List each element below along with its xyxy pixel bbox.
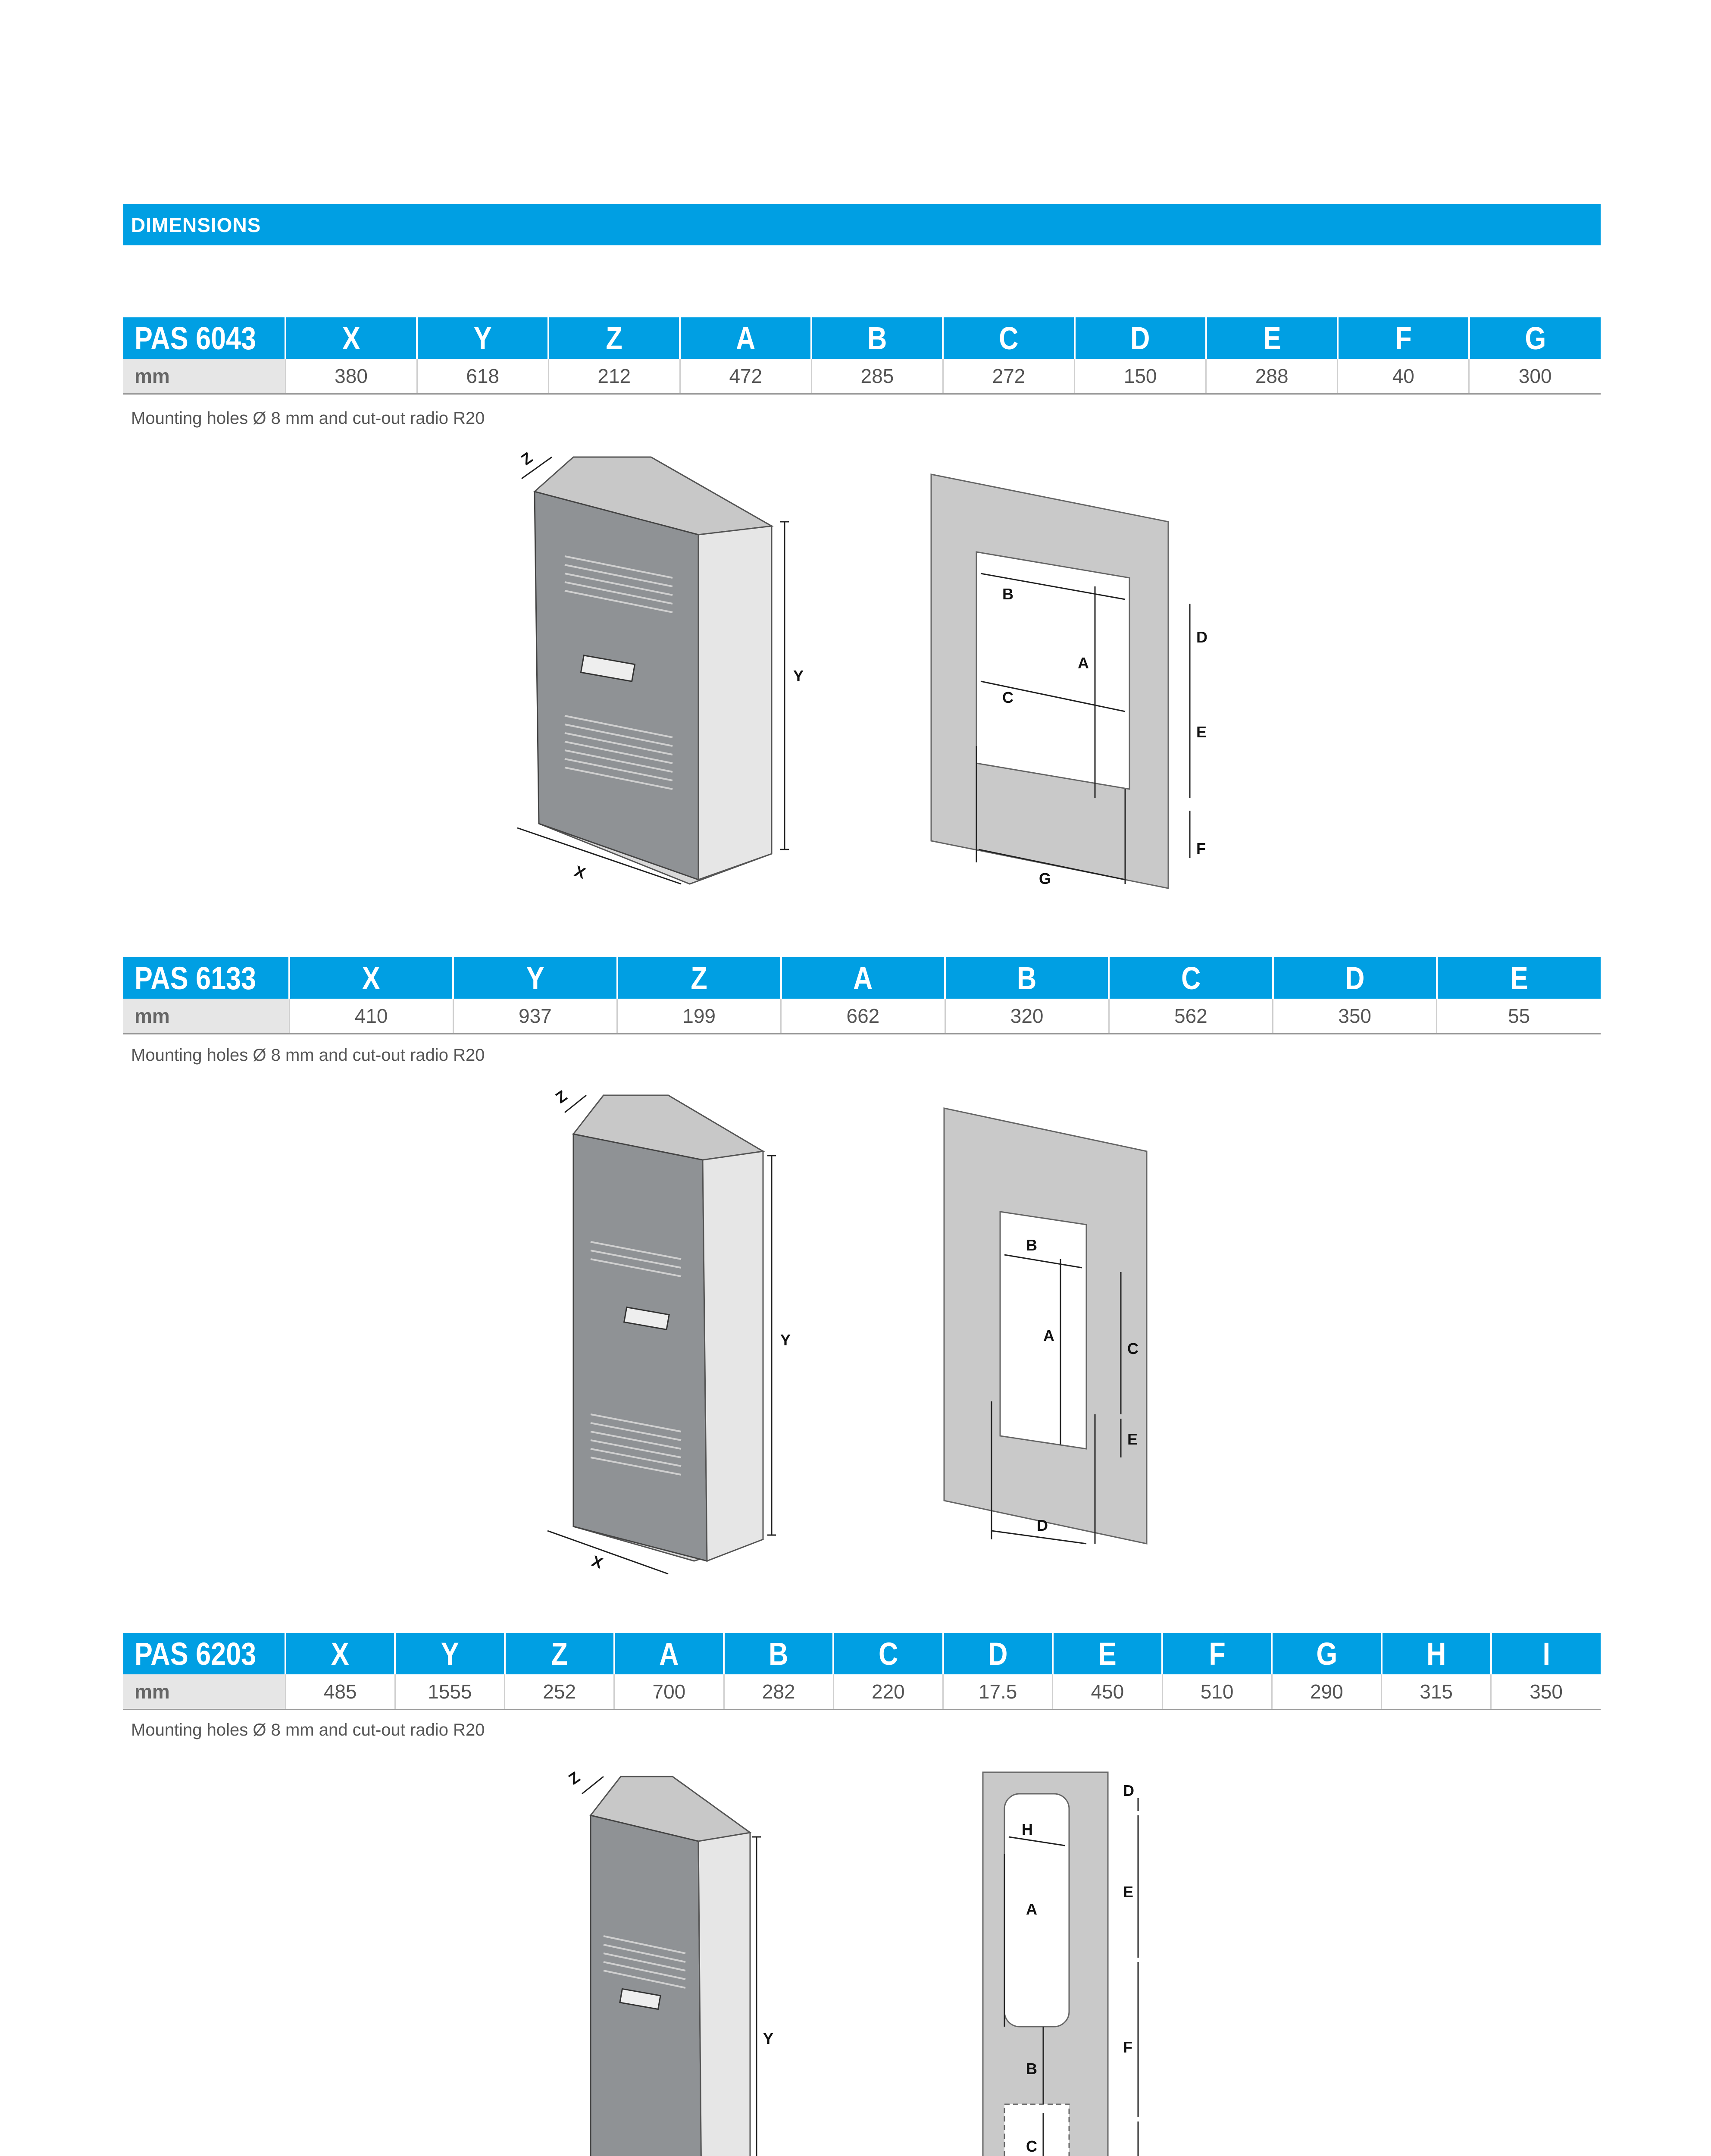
table-cell: 485 [285,1674,395,1710]
table-cell: 380 [285,359,417,394]
column-header: Z [548,317,680,359]
dimension-table-pas-6043 [123,317,1601,395]
dim-label-f: F [1196,840,1206,857]
mounting-note: Mounting holes Ø 8 mm and cut-out radio R20 [131,409,485,428]
section-title: DIMENSIONS [131,214,261,236]
dimension-table-pas-6133 [123,957,1601,1034]
column-header: I [1491,1633,1601,1674]
dim-label-e: E [1196,723,1207,741]
column-header: B [724,1633,833,1674]
dim-label-y: Y [793,667,804,685]
cutout-drawing-pas-6133 [931,1104,1164,1548]
table-cell: 55 [1437,999,1601,1034]
table-row [123,999,1601,1034]
dim-label-c: C [1002,689,1013,706]
table-cell: 199 [617,999,781,1034]
dim-label-b: B [1026,1236,1037,1254]
table-cell: 662 [781,999,945,1034]
model-name: PAS 6133 [123,957,289,999]
column-header: F [1162,1633,1272,1674]
table-cell: 937 [453,999,617,1034]
table-header-row [123,957,1601,999]
table-cell: 252 [505,1674,614,1710]
column-header: D [1273,957,1437,999]
dim-label-d: D [1037,1517,1048,1534]
column-header: E [1206,317,1338,359]
dim-label-z: Z [552,1087,570,1107]
unit-label: mm [123,1674,285,1710]
column-header: G [1272,1633,1381,1674]
table-cell: 220 [833,1674,943,1710]
unit-label: mm [123,999,289,1034]
model-name: PAS 6203 [123,1633,285,1674]
table-cell: 562 [1109,999,1273,1034]
cutout-drawing-pas-6203 [974,1768,1168,2156]
column-header: A [680,317,811,359]
dim-label-c: C [1127,1340,1139,1357]
table-header-row [123,317,1601,359]
column-header: X [285,1633,395,1674]
column-header: B [945,957,1109,999]
table-cell: 300 [1469,359,1601,394]
table-cell: 700 [614,1674,724,1710]
column-header: D [1075,317,1206,359]
column-header: A [781,957,945,999]
table-cell: 618 [417,359,548,394]
table-cell: 1555 [395,1674,504,1710]
table-cell: 17.5 [943,1674,1053,1710]
table-cell: 282 [724,1674,833,1710]
dim-label-d: D [1196,628,1207,646]
mounting-note: Mounting holes Ø 8 mm and cut-out radio R20 [131,1720,485,1739]
unit-drawing-pas-6043 [509,448,810,897]
table-cell: 410 [289,999,453,1034]
dim-label-f: F [1123,2038,1132,2056]
dim-label-a: A [1043,1327,1054,1344]
table-cell: 350 [1491,1674,1601,1710]
table-cell: 510 [1162,1674,1272,1710]
table-cell: 450 [1053,1674,1162,1710]
dim-label-e: E [1123,1883,1134,1901]
column-header: E [1437,957,1601,999]
column-header: G [1469,317,1601,359]
column-header: A [614,1633,724,1674]
table-cell: 315 [1382,1674,1491,1710]
dimension-table-pas-6203 [123,1633,1601,1710]
unit-drawing-pas-6133 [539,1087,806,1574]
model-name: PAS 6043 [123,317,285,359]
unit-label: mm [123,359,285,394]
table-cell: 350 [1273,999,1437,1034]
table-header-row [123,1633,1601,1674]
section-banner [123,204,1601,245]
dim-label-x: X [572,862,588,882]
table-cell: 272 [943,359,1074,394]
dim-label-b: B [1002,585,1013,603]
cutout-drawing-pas-6043 [923,470,1250,897]
dim-label-z: Z [518,448,536,469]
column-header: D [943,1633,1053,1674]
table-cell: 212 [548,359,680,394]
dim-label-e: E [1127,1430,1138,1448]
column-header: Y [417,317,548,359]
column-header: X [289,957,453,999]
column-header: B [811,317,943,359]
table-cell: 290 [1272,1674,1381,1710]
column-header: F [1338,317,1469,359]
table-cell: 472 [680,359,811,394]
dim-label-y: Y [780,1331,791,1349]
unit-drawing-pas-6203 [547,1764,789,2156]
dim-label-a: A [1078,654,1089,672]
table-cell: 40 [1338,359,1469,394]
dim-label-b: B [1026,2060,1037,2078]
table-cell: 320 [945,999,1109,1034]
column-header: X [285,317,417,359]
column-header: Z [617,957,781,999]
column-header: E [1053,1633,1162,1674]
table-row [123,359,1601,394]
table-cell: 288 [1206,359,1338,394]
dim-label-d: D [1123,1782,1134,1799]
column-header: Y [453,957,617,999]
dim-label-h: H [1022,1821,1033,1838]
column-header: Y [395,1633,504,1674]
column-header: Z [505,1633,614,1674]
dim-label-z: Z [565,1768,583,1788]
dim-label-g: G [1039,870,1051,887]
table-cell: 285 [811,359,943,394]
column-header: C [943,317,1074,359]
column-header: C [833,1633,943,1674]
dim-label-x: X [589,1551,605,1572]
table-row [123,1674,1601,1710]
dim-label-c: C [1026,2137,1037,2155]
table-cell: 150 [1075,359,1206,394]
column-header: H [1382,1633,1491,1674]
mounting-note: Mounting holes Ø 8 mm and cut-out radio R20 [131,1046,485,1065]
dim-label-y: Y [763,2030,774,2047]
column-header: C [1109,957,1273,999]
dim-label-a: A [1026,1900,1037,1918]
